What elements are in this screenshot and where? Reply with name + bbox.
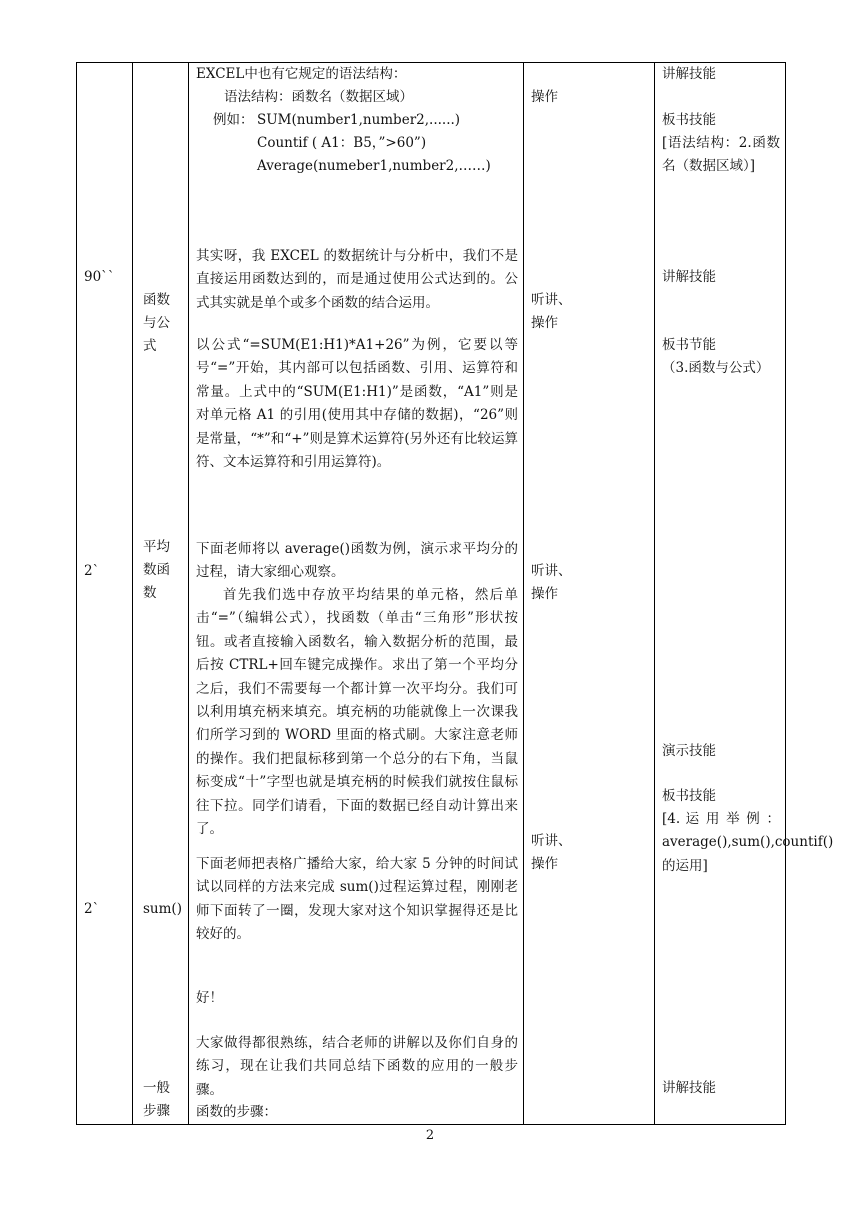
method-cell: 听讲、 操作: [531, 292, 572, 331]
average-paragraph-1: 下面老师将以 average()函数为例，演示求平均分的过程，请大家细心观察。: [196, 541, 518, 581]
table-divider-1: [132, 62, 133, 1125]
skill-text: （3.函数与公式）: [662, 360, 770, 376]
example-sum: SUM(number1,number2,......): [257, 112, 461, 128]
sum-paragraph: 下面老师把表格广播给大家，给大家 5 分钟的时间试试以同样的方法来完成 sum()过程运算过程，刚刚老师下面转了一圈，发现大家对这个知识掌握得还是比较好的。: [196, 856, 518, 943]
example-countif: Countif ( A1：B5，”>60”): [257, 135, 427, 151]
syntax-line: 语法结构：函数名（数据区域）: [224, 89, 413, 105]
topic-cell: 函数 与公 式: [143, 292, 170, 354]
skill-text: [4. 运 用 举 例 ：average(),sum(),countif()的运用]: [662, 811, 834, 874]
topic-cell: sum(): [143, 901, 182, 917]
syntax-intro: EXCEL中也有它规定的语法结构：: [196, 66, 407, 82]
example-average: Average(numeber1,number2,……): [257, 158, 491, 174]
formula-paragraph-2: 以公式“=SUM(E1:H1)*A1+26”为例，它要以等号“=”开始，其内部可以包括函数、引用、运算符和常量。上式中的“SUM(E1:H1)”是函数，“A1”则是对单元格 A1 的引用(使用其中存储的数据)，“26”则是常量，“*”和“+”则是算术运算符(另外还有比较运算符、文本运算符和引用运算符)。: [196, 337, 518, 471]
skill-text: [语法结构：2.函数名（数据区域）]: [662, 135, 780, 175]
table-divider-2: [188, 62, 189, 1125]
skill-text: 讲解技能: [662, 269, 716, 285]
skill-text: 板书节能: [662, 337, 716, 353]
formula-paragraph-1: 其实呀，我 EXCEL 的数据统计与分析中，我们不是直接运用函数达到的，而是通过使用公式达到的。公式其实就是单个或多个函数的结合运用。: [196, 248, 518, 311]
skill-text: 演示技能: [662, 743, 716, 759]
skill-text: 讲解技能: [662, 1080, 716, 1096]
good-text: 好！: [196, 990, 223, 1006]
page-number: 2: [425, 1128, 435, 1143]
table-divider-3: [523, 62, 524, 1125]
topic-cell: 一般 步骤: [143, 1080, 170, 1119]
steps-paragraph: 大家做得都很熟练，结合老师的讲解以及你们自身的练习，现在让我们共同总结下函数的应用的一般步骤。: [196, 1035, 518, 1098]
skill-text: 板书技能: [662, 112, 716, 128]
average-paragraph-2: 首先我们选中存放平均结果的单元格，然后单击“=”（编辑公式），找函数（单击“三角形”形状按钮。或者直接输入函数名，输入数据分析的范围，最后按 CTRL+回车键完成操作。求出了第一个平均分之后，我们不需要每一个都计算一次平均分。我们可以利用填充柄来填充。填充柄的功能就像上一次课我们所学习到的 WORD 里面的格式刷。大家注意老师的操作。我们把鼠标移到第一个总分的右下角，当鼠标变成“十”字型也就是填充柄的时候我们就按住鼠标往下拉。同学们请看，下面的数据已经自动计算出来了。: [196, 587, 518, 838]
topic-cell: 平均 数函 数: [143, 539, 170, 601]
skill-text: 板书技能: [662, 788, 716, 804]
table-border-left: [76, 62, 77, 1125]
method-cell: 听讲、 操作: [531, 563, 572, 602]
table-border-right: [785, 62, 786, 1125]
time-cell: 90``: [84, 269, 115, 285]
steps-label: 函数的步骤：: [196, 1104, 277, 1120]
skill-text: 讲解技能: [662, 66, 716, 82]
method-cell: 听讲、 操作: [531, 833, 572, 872]
table-divider-4: [654, 62, 655, 1125]
time-cell: 2`: [84, 901, 100, 917]
method-cell: 操作: [531, 89, 558, 105]
table-bottom-border: [76, 1124, 785, 1125]
example-prefix: 例如：: [213, 112, 254, 128]
time-cell: 2`: [84, 563, 100, 579]
